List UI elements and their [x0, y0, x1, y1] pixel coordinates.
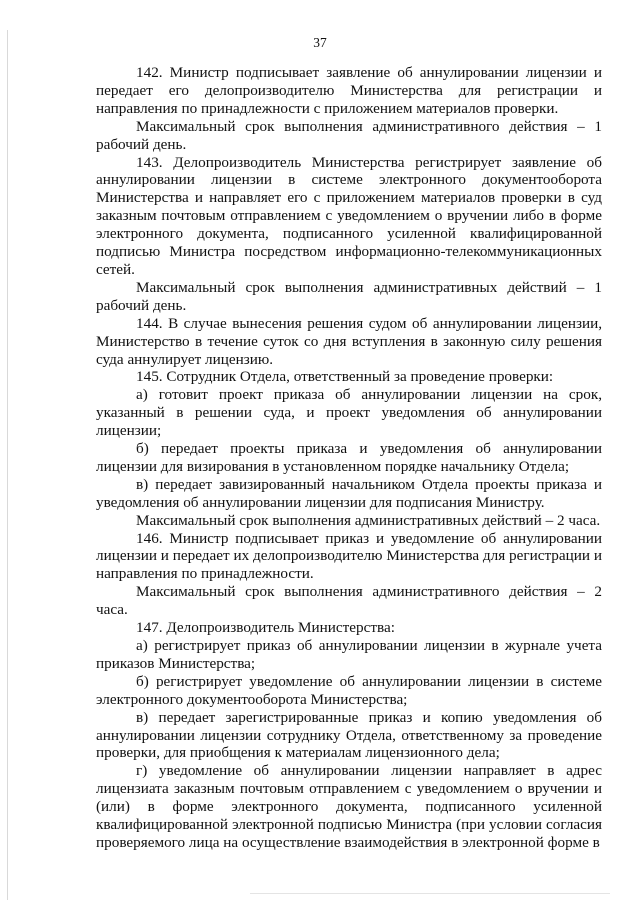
scan-edge-line: [7, 30, 8, 900]
paragraph-147: 147. Делопроизводитель Министерства:: [136, 619, 395, 637]
paragraph-145-v: в) передает завизированный начальником Отдела проекты приказа и уведомления об аннулировании лицензии для подписания Министру.: [96, 475, 602, 511]
paragraph-145-a: а) готовит проект приказа об аннулировании лицензии на срок, указанный в решении суда, и проект уведомления об аннулировании лицензии;: [96, 386, 602, 440]
paragraph-143-deadline: Максимальный срок выполнения административных действий – 1 рабочий день.: [96, 278, 602, 314]
paragraph-147-v: в) передает зарегистрированные приказ и копию уведомления об аннулировании лицензии сотруднику Отдела, ответственному за проведение проверки, для приобщения к материалам лицензионного дела;: [96, 708, 602, 762]
paragraph-146: 146. Министр подписывает приказ и уведомление об аннулировании лицензии и передает их делопроизводителю Министерства для регистрации и направления по принадлежности.: [96, 529, 602, 583]
paragraph-147-g: г) уведомление об аннулировании лицензии направляет в адрес лицензиата заказным почтовым отправлением с уведомлением о вручении и (или) в форме электронного документа, подписанного усиленной квалифицированной электронной подписью Министра (при условии согласия проверяемого лица на осуществление взаимодействия в электронной форме в: [96, 762, 602, 851]
paragraph-147-b: б) регистрирует уведомление об аннулировании лицензии в системе электронного документооборота Министерства;: [96, 672, 602, 708]
paragraph-143: 143. Делопроизводитель Министерства регистрирует заявление об аннулировании лицензии в системе электронного документооборота Министерства и направляет его с приложением материалов проверки в суд заказным почтовым отправлением с уведомлением о вручении либо в форме электронного документа, подписанного усиленной квалифицированной подписью Министра посредством информационно-телекоммуникационных сетей.: [96, 153, 602, 278]
paragraph-147-a: а) регистрирует приказ об аннулировании лицензии в журнале учета приказов Министерства;: [96, 637, 602, 672]
paragraph-146-deadline: Максимальный срок выполнения административного действия – 2 часа.: [96, 583, 602, 619]
paragraph-145-b: б) передает проекты приказа и уведомления об аннулировании лицензии для визирования в установленном порядке начальнику Отдела;: [96, 440, 602, 475]
page-number: 37: [313, 35, 327, 50]
document-body: [96, 64, 602, 852]
paragraph-145: 145. Сотрудник Отдела, ответственный за проведение проверки:: [136, 368, 554, 386]
paragraph-145-deadline: Максимальный срок выполнения административных действий – 2 часа.: [136, 511, 601, 529]
scan-bottom-line: [250, 893, 610, 894]
paragraph-144: 144. В случае вынесения решения судом об аннулировании лицензии, Министерство в течение суток со дня вступления в законную силу решения суда аннулирует лицензию.: [96, 314, 602, 368]
paragraph-142-deadline: Максимальный срок выполнения административного действия – 1 рабочий день.: [96, 117, 602, 153]
paragraph-142: 142. Министр подписывает заявление об аннулировании лицензии и передает его делопроизводителю Министерства для регистрации и направления по принадлежности с приложением материалов проверки.: [96, 64, 602, 117]
